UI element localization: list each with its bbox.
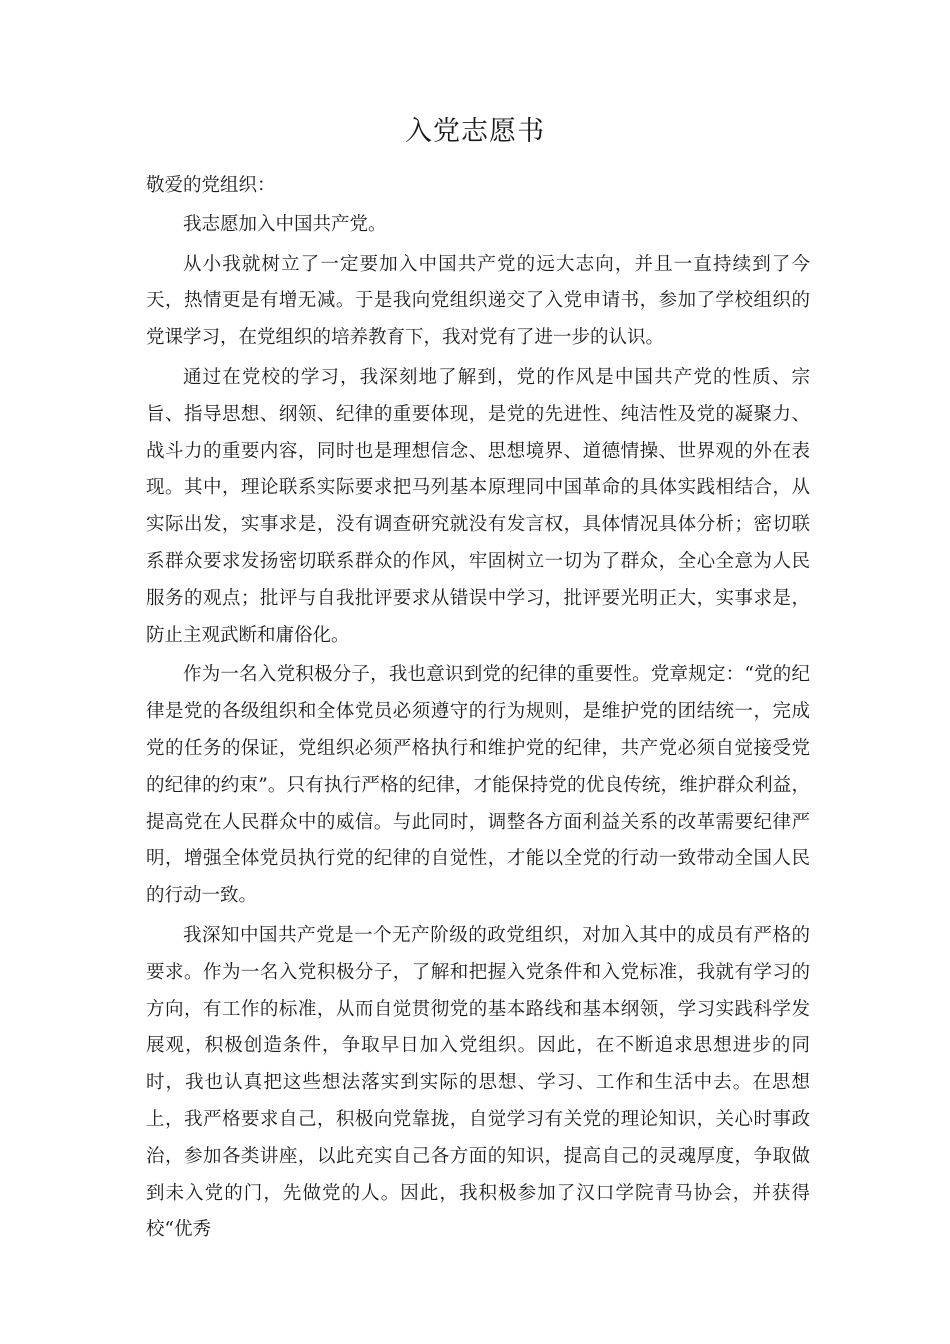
paragraph-1: 我志愿加入中国共产党。 [183, 213, 387, 235]
paragraph-2: 从小我就树立了一定要加入中国共产党的远大志向，并且一直持续到了今天，热情更是有增无减。于是我向党组织递交了入党申请书，参加了学校组织的党课学习，在党组织的培养教育下，我对党有了进一步的认识。 [146, 253, 810, 349]
document-title: 入党志愿书 [405, 116, 545, 147]
salutation: 敬爱的党组织： [146, 175, 276, 196]
paragraph-4: 作为一名入党积极分子，我也意识到党的纪律的重要性。党章规定：“党的纪律是党的各级组织和全体党员必须遵守的行为规则，是维护党的团结统一，完成党的任务的保证，党组织必须严格执行和维护党的纪律，共产党必须自觉接受党的纪律的约束”。只有执行严格的纪律，才能保持党的优良传统，维护群众利益，提高党在人民群众中的威信。与此同时，调整各方面利益关系的改革需要纪律严明，增强全体党员执行党的纪律的自觉性，才能以全党的行动一致带动全国人民的行动一致。 [146, 664, 810, 907]
document-body [146, 168, 810, 1249]
paragraph-5: 我深知中国共产党是一个无产阶级的政党组织，对加入其中的成员有严格的要求。作为一名入党积极分子，了解和把握入党条件和入党标准，我就有学习的方向，有工作的标准，从而自觉贯彻党的基本路线和基本纲领，学习实践科学发展观，积极创造条件，争取早日加入党组织。因此，在不断追求思想进步的同时，我也认真把这些想法落实到实际的思想、学习、工作和生活中去。在思想上，我严格要求自己，积极向党靠拢，自觉学习有关党的理论知识，关心时事政治，参加各类讲座，以此充实自己各方面的知识，提高自己的灵魂厚度，争取做到未入党的门，先做党的人。因此，我积极参加了汉口学院青马协会，并获得校“优秀 [146, 924, 810, 1241]
paragraph-3: 通过在党校的学习，我深刻地了解到，党的作风是中国共产党的性质、宗旨、指导思想、纲领、纪律的重要体现，是党的先进性、纯洁性及党的凝聚力、战斗力的重要内容，同时也是理想信念、思想境界、道德情操、世界观的外在表现。其中，理论联系实际要求把马列基本原理同中国革命的具体实践相结合，从实际出发，实事求是，没有调查研究就没有发言权，具体情况具体分析；密切联系群众要求发扬密切联系群众的作风，牢固树立一切为了群众，全心全意为人民服务的观点；批评与自我批评要求从错误中学习，批评要光明正大，实事求是，防止主观武断和庸俗化。 [146, 366, 810, 646]
